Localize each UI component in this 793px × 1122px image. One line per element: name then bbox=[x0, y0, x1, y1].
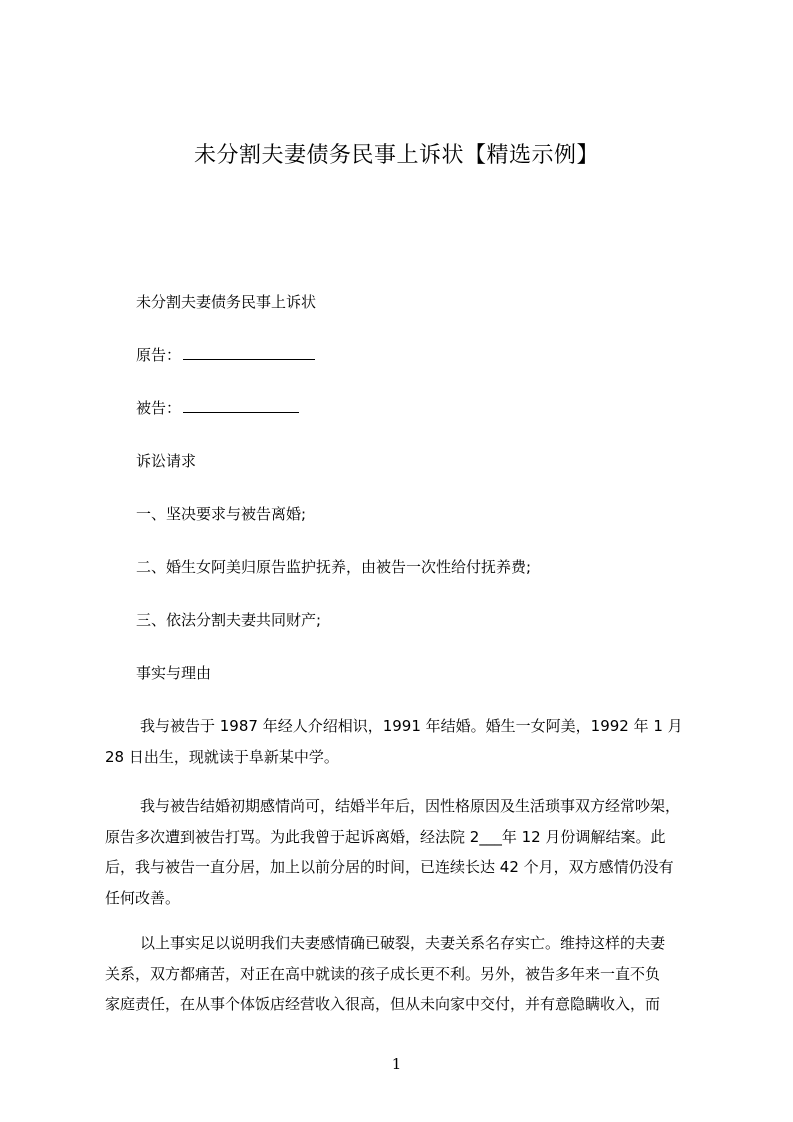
plaintiff-row bbox=[136, 345, 315, 365]
paragraph-line: 任何改善。 bbox=[105, 888, 181, 907]
paragraph-line: 原告多次遭到被告打骂。为此我曾于起诉离婚，经法院 2___年 12 月份调解结案。此 bbox=[105, 827, 666, 846]
facts-paragraph bbox=[105, 711, 695, 772]
paragraph-line: 后，我与被告一直分居，加上以前分居的时间，已连续长达 42 个月，双方感情仍没有 bbox=[105, 858, 674, 876]
plaintiff-label: 原告： bbox=[136, 346, 182, 364]
paragraph-line: 我与被告于 1987 年经人介绍相识，1991 年结婚。婚生一女阿美，1992 年 1 月 bbox=[140, 717, 683, 735]
paragraph-line: 以上事实足以说明我们夫妻感情确已破裂，夫妻关系名存实亡。维持这样的夫妻 bbox=[140, 934, 666, 952]
plaintiff-blank bbox=[183, 345, 315, 360]
defendant-blank bbox=[183, 398, 299, 413]
claim-item: 一、坚决要求与被告离婚; bbox=[136, 505, 307, 523]
claims-heading: 诉讼请求 bbox=[136, 452, 197, 470]
claim-item: 三、依法分割夫妻共同财产; bbox=[136, 611, 322, 629]
paragraph-line: 28 日出生，现就读于阜新某中学。 bbox=[105, 747, 339, 766]
paragraph-line: 关系，双方都痛苦，对正在高中就读的孩子成长更不利。另外，被告多年来一直不负 bbox=[105, 964, 661, 983]
claim-item: 二、婚生女阿美归原告监护抚养，由被告一次性给付抚养费; bbox=[136, 558, 532, 576]
document-title: 未分割夫妻债务民事上诉状【精选示例】 bbox=[193, 143, 599, 168]
facts-paragraph bbox=[105, 791, 695, 913]
defendant-row bbox=[136, 398, 299, 418]
paragraph-line: 我与被告结婚初期感情尚可，结婚半年后，因性格原因及生活琐事双方经常吵架， bbox=[140, 797, 681, 815]
facts-paragraph bbox=[105, 928, 695, 1020]
facts-heading: 事实与理由 bbox=[136, 664, 212, 682]
paragraph-line: 家庭责任，在从事个体饭店经营收入很高，但从未向家中交付，并有意隐瞒收入，而 bbox=[105, 995, 661, 1013]
document-heading: 未分割夫妻债务民事上诉状 bbox=[136, 293, 317, 311]
page-number: 1 bbox=[391, 1055, 402, 1073]
defendant-label: 被告： bbox=[136, 399, 182, 417]
